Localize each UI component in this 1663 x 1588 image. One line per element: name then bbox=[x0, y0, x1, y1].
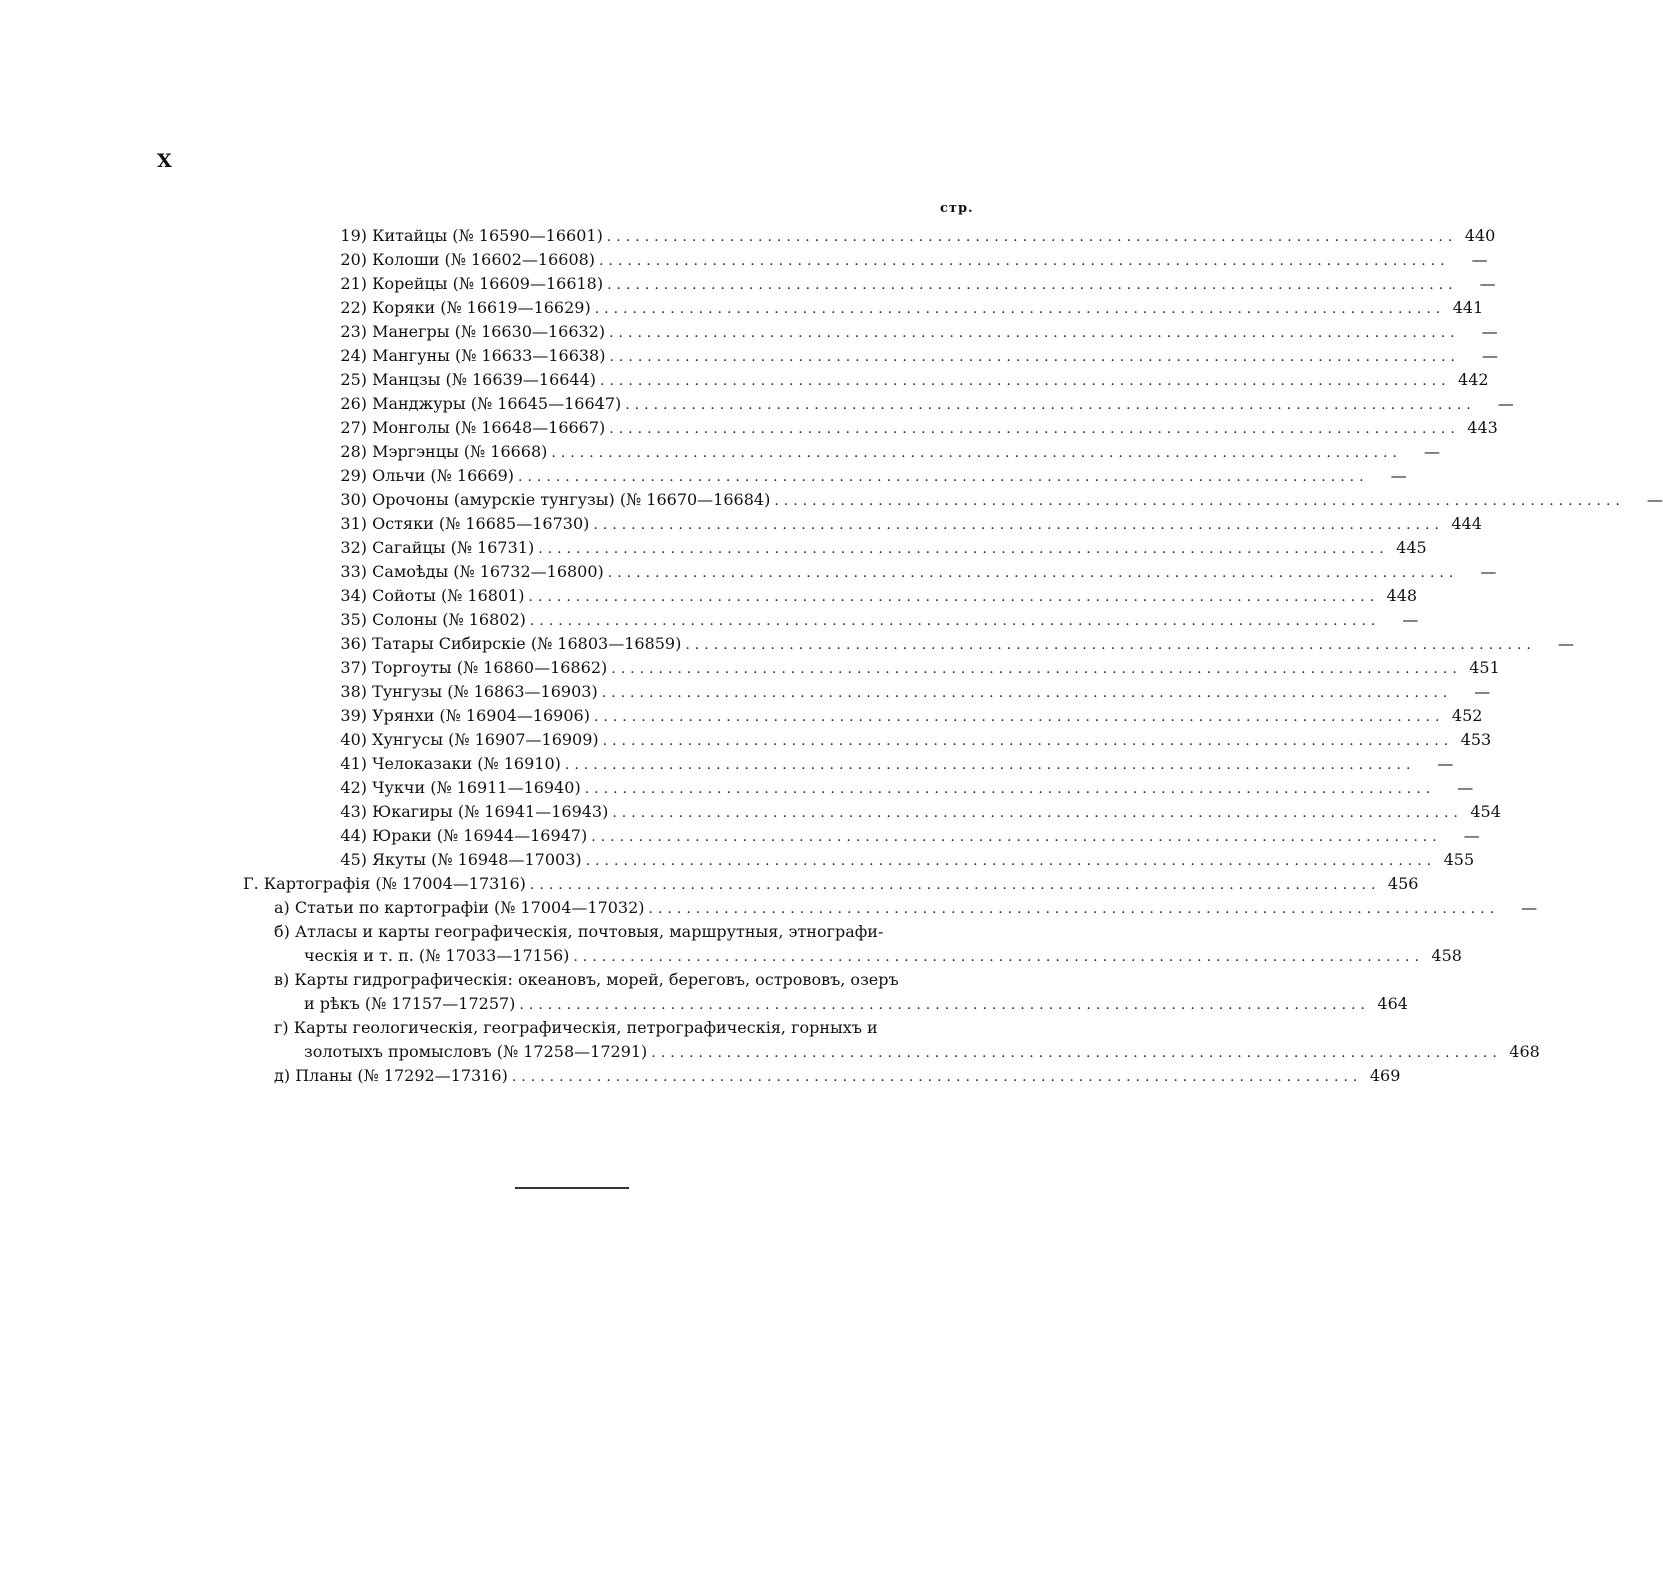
subentry-title: Карты гидрографическія: океановъ, морей, береговъ, острововъ, озеръ bbox=[294, 970, 899, 989]
toc-entry bbox=[325, 512, 1482, 536]
toc-entry bbox=[325, 488, 1663, 512]
toc-entry bbox=[325, 224, 1496, 248]
toc-entry bbox=[325, 248, 1488, 272]
dot-leader: .......................................................................................... bbox=[606, 229, 1458, 245]
subentry-page: 468 bbox=[1509, 1042, 1540, 1061]
dot-leader: .......................................................................................... bbox=[602, 733, 1454, 749]
entry-number: 44) bbox=[340, 826, 367, 845]
dot-leader: .......................................................................................... bbox=[528, 589, 1380, 605]
entry-title: Мангуны (№ 16633—16638) bbox=[372, 346, 606, 365]
entry-page: — bbox=[1423, 442, 1440, 461]
entry-page: — bbox=[1481, 322, 1498, 341]
entry-number: 43) bbox=[340, 802, 367, 821]
dot-leader: .......................................................................................... bbox=[593, 517, 1444, 533]
entry-page: 454 bbox=[1470, 802, 1501, 821]
entry-title: Орочоны (амурскіе тунгузы) (№ 16670—16684) bbox=[372, 490, 771, 509]
dot-leader: .......................................................................................... bbox=[529, 877, 1381, 893]
dot-leader: .......................................................................................... bbox=[607, 277, 1458, 293]
dot-leader: .......................................................................................... bbox=[774, 493, 1625, 509]
entry-title: Якуты (№ 16948—17003) bbox=[372, 850, 582, 869]
entry-page: 445 bbox=[1396, 538, 1427, 557]
entry-page: 452 bbox=[1451, 706, 1483, 725]
subentry-letter: в) bbox=[274, 970, 290, 989]
entry-number: 40) bbox=[340, 730, 367, 749]
entry-number: 20) bbox=[340, 250, 367, 269]
toc-entry bbox=[325, 680, 1491, 704]
entry-page: 441 bbox=[1452, 298, 1484, 317]
toc-entry bbox=[325, 752, 1454, 776]
subentry-title: Атласы и карты географическія, почтовыя, маршрутныя, этнографи- bbox=[294, 922, 884, 941]
subentry-title-cont: ческія и т. п. (№ 17033—17156) bbox=[304, 946, 570, 965]
subentry-continuation bbox=[304, 1040, 1540, 1064]
entry-number: 29) bbox=[340, 466, 367, 485]
entry-page: — bbox=[1474, 682, 1491, 701]
subentry-letter: б) bbox=[274, 922, 290, 941]
dot-leader: .......................................................................................... bbox=[593, 709, 1445, 725]
entry-title: Урянхи (№ 16904—16906) bbox=[372, 706, 590, 725]
entry-number: 36) bbox=[340, 634, 367, 653]
toc-subentry bbox=[274, 896, 1538, 920]
page-column-header: стр. bbox=[940, 201, 974, 216]
subentry-page: 464 bbox=[1377, 994, 1408, 1013]
entry-title: Остяки (№ 16685—16730) bbox=[372, 514, 590, 533]
subentry-letter: а) bbox=[274, 898, 290, 917]
entry-page: 453 bbox=[1460, 730, 1492, 749]
toc-subentry bbox=[274, 968, 899, 992]
entry-title: Татары Сибирскіе (№ 16803—16859) bbox=[372, 634, 682, 653]
entry-number: 37) bbox=[340, 658, 367, 677]
entry-page: — bbox=[1497, 394, 1514, 413]
entry-page: 444 bbox=[1451, 514, 1482, 533]
dot-leader: .......................................................................................... bbox=[599, 253, 1450, 269]
entry-title: Манегры (№ 16630—16632) bbox=[372, 322, 606, 341]
toc-entry bbox=[325, 704, 1483, 728]
entry-number: 24) bbox=[340, 346, 367, 365]
dot-leader: .......................................................................................... bbox=[591, 829, 1442, 845]
dot-leader: .......................................................................................... bbox=[573, 949, 1424, 965]
entry-page: 442 bbox=[1458, 370, 1489, 389]
entry-title: Тунгузы (№ 16863—16903) bbox=[372, 682, 598, 701]
entry-title: Сагайцы (№ 16731) bbox=[372, 538, 535, 557]
dot-leader: .......................................................................................... bbox=[612, 805, 1463, 821]
entry-title: Сойоты (№ 16801) bbox=[372, 586, 525, 605]
toc-entry bbox=[325, 344, 1498, 368]
toc-entry bbox=[325, 728, 1492, 752]
entry-number: 21) bbox=[340, 274, 367, 293]
entry-number: 38) bbox=[340, 682, 367, 701]
entry-page: — bbox=[1390, 466, 1407, 485]
entry-page: 451 bbox=[1469, 658, 1500, 677]
dot-leader: .......................................................................................... bbox=[648, 901, 1500, 917]
entry-number: 45) bbox=[340, 850, 367, 869]
toc-entry bbox=[325, 320, 1498, 344]
entry-page: — bbox=[1471, 250, 1488, 269]
subentry-title: Статьи по картографіи (№ 17004—17032) bbox=[294, 898, 645, 917]
entry-page: — bbox=[1482, 346, 1498, 365]
dot-leader: .......................................................................................... bbox=[518, 469, 1369, 485]
entry-number: 34) bbox=[340, 586, 367, 605]
entry-title: Манджуры (№ 16645—16647) bbox=[372, 394, 622, 413]
entry-number: 19) bbox=[340, 226, 367, 245]
entry-title: Китайцы (№ 16590—16601) bbox=[372, 226, 603, 245]
dot-leader: .......................................................................................... bbox=[685, 637, 1536, 653]
dot-leader: .......................................................................................... bbox=[519, 997, 1370, 1013]
entry-page: 448 bbox=[1386, 586, 1418, 605]
dot-leader: .......................................................................................... bbox=[529, 613, 1381, 629]
dot-leader: .......................................................................................... bbox=[609, 349, 1460, 365]
entry-page: — bbox=[1437, 754, 1454, 773]
entry-page: — bbox=[1479, 274, 1496, 293]
toc-entry bbox=[325, 656, 1500, 680]
entry-number: 33) bbox=[340, 562, 367, 581]
entry-number: 28) bbox=[340, 442, 367, 461]
entry-title: Мэргэнцы (№ 16668) bbox=[372, 442, 548, 461]
entry-title: Хунгусы (№ 16907—16909) bbox=[372, 730, 599, 749]
subentry-page: 458 bbox=[1431, 946, 1462, 965]
subentry-letter: г) bbox=[274, 1018, 289, 1037]
dot-leader: .......................................................................................... bbox=[511, 1069, 1363, 1085]
toc-entry bbox=[325, 560, 1497, 584]
entry-title: Ольчи (№ 16669) bbox=[372, 466, 515, 485]
dot-leader: .......................................................................................... bbox=[594, 301, 1446, 317]
toc-subentry bbox=[274, 920, 883, 944]
dot-leader: .......................................................................................... bbox=[551, 445, 1402, 461]
subentry-page: 469 bbox=[1369, 1066, 1401, 1085]
entry-title: Корейцы (№ 16609—16618) bbox=[372, 274, 604, 293]
entry-title: Чукчи (№ 16911—16940) bbox=[372, 778, 581, 797]
entry-number: 22) bbox=[340, 298, 367, 317]
entry-page: — bbox=[1463, 826, 1480, 845]
page-number: X bbox=[157, 150, 173, 172]
subentry-continuation bbox=[304, 992, 1408, 1016]
entry-number: 39) bbox=[340, 706, 367, 725]
toc-entry bbox=[325, 296, 1484, 320]
toc-subentry bbox=[274, 1016, 878, 1040]
section-heading bbox=[243, 872, 1419, 896]
entry-number: 25) bbox=[340, 370, 367, 389]
toc-entry bbox=[325, 536, 1427, 560]
entry-number: 35) bbox=[340, 610, 367, 629]
entry-number: 32) bbox=[340, 538, 367, 557]
toc-entry bbox=[325, 800, 1501, 824]
toc-entry bbox=[325, 416, 1498, 440]
entry-number: 30) bbox=[340, 490, 367, 509]
entry-title: Монголы (№ 16648—16667) bbox=[372, 418, 606, 437]
entry-number: 27) bbox=[340, 418, 367, 437]
entry-page: — bbox=[1557, 634, 1574, 653]
entry-number: 26) bbox=[340, 394, 367, 413]
entry-page: — bbox=[1646, 490, 1663, 509]
entry-number: 42) bbox=[340, 778, 367, 797]
dot-leader: .......................................................................................... bbox=[564, 757, 1416, 773]
dot-leader: .......................................................................................... bbox=[611, 661, 1462, 677]
entry-number: 41) bbox=[340, 754, 367, 773]
toc-entry bbox=[325, 824, 1480, 848]
subentry-title-cont: и рѣкъ (№ 17157—17257) bbox=[304, 994, 516, 1013]
toc-entry bbox=[325, 776, 1474, 800]
dot-leader: .......................................................................................... bbox=[600, 373, 1451, 389]
entry-title: Челоказаки (№ 16910) bbox=[372, 754, 561, 773]
entry-page: — bbox=[1402, 610, 1419, 629]
subentry-title: Карты геологическія, географическія, петрографическія, горныхъ и bbox=[293, 1018, 878, 1037]
entry-title: Юкагиры (№ 16941—16943) bbox=[372, 802, 609, 821]
section-page: 456 bbox=[1387, 874, 1419, 893]
toc-entry bbox=[325, 632, 1574, 656]
dot-leader: .......................................................................................... bbox=[607, 565, 1459, 581]
dot-leader: .......................................................................................... bbox=[584, 781, 1436, 797]
entry-page: — bbox=[1480, 562, 1497, 581]
subentry-title-cont: золотыхъ промысловъ (№ 17258—17291) bbox=[304, 1042, 648, 1061]
subentry-continuation bbox=[304, 944, 1462, 968]
entry-title: Самоѣды (№ 16732—16800) bbox=[372, 562, 604, 581]
dot-leader: .......................................................................................... bbox=[585, 853, 1437, 869]
dot-leader: .......................................................................................... bbox=[651, 1045, 1502, 1061]
entry-title: Колоши (№ 16602—16608) bbox=[372, 250, 596, 269]
subentry-page: — bbox=[1521, 898, 1538, 917]
toc-entry bbox=[325, 440, 1440, 464]
entry-number: 23) bbox=[340, 322, 367, 341]
entry-title: Юраки (№ 16944—16947) bbox=[372, 826, 588, 845]
entry-page: 440 bbox=[1464, 226, 1496, 245]
toc-entry bbox=[325, 464, 1407, 488]
dot-leader: .......................................................................................... bbox=[609, 421, 1460, 437]
subentry-title: Планы (№ 17292—17316) bbox=[295, 1066, 508, 1085]
dot-leader: .......................................................................................... bbox=[609, 325, 1460, 341]
section-title: Г. Картографія (№ 17004—17316) bbox=[243, 874, 526, 893]
entry-title: Манцзы (№ 16639—16644) bbox=[372, 370, 597, 389]
entry-title: Солоны (№ 16802) bbox=[372, 610, 526, 629]
dot-leader: .......................................................................................... bbox=[625, 397, 1476, 413]
dot-leader: .......................................................................................... bbox=[601, 685, 1453, 701]
toc-entry bbox=[325, 608, 1419, 632]
toc-entry bbox=[325, 368, 1489, 392]
toc-entry bbox=[325, 584, 1418, 608]
toc-entry bbox=[325, 848, 1475, 872]
end-rule bbox=[515, 1187, 629, 1189]
entry-page: 443 bbox=[1467, 418, 1498, 437]
entry-title: Торгоуты (№ 16860—16862) bbox=[372, 658, 608, 677]
entry-page: — bbox=[1457, 778, 1474, 797]
subentry-letter: д) bbox=[274, 1066, 291, 1085]
dot-leader: .......................................................................................... bbox=[538, 541, 1389, 557]
entry-number: 31) bbox=[340, 514, 367, 533]
toc-entry bbox=[325, 392, 1514, 416]
entry-title: Коряки (№ 16619—16629) bbox=[372, 298, 591, 317]
toc-subentry bbox=[274, 1064, 1401, 1088]
entry-page: 455 bbox=[1443, 850, 1475, 869]
toc-entry bbox=[325, 272, 1496, 296]
